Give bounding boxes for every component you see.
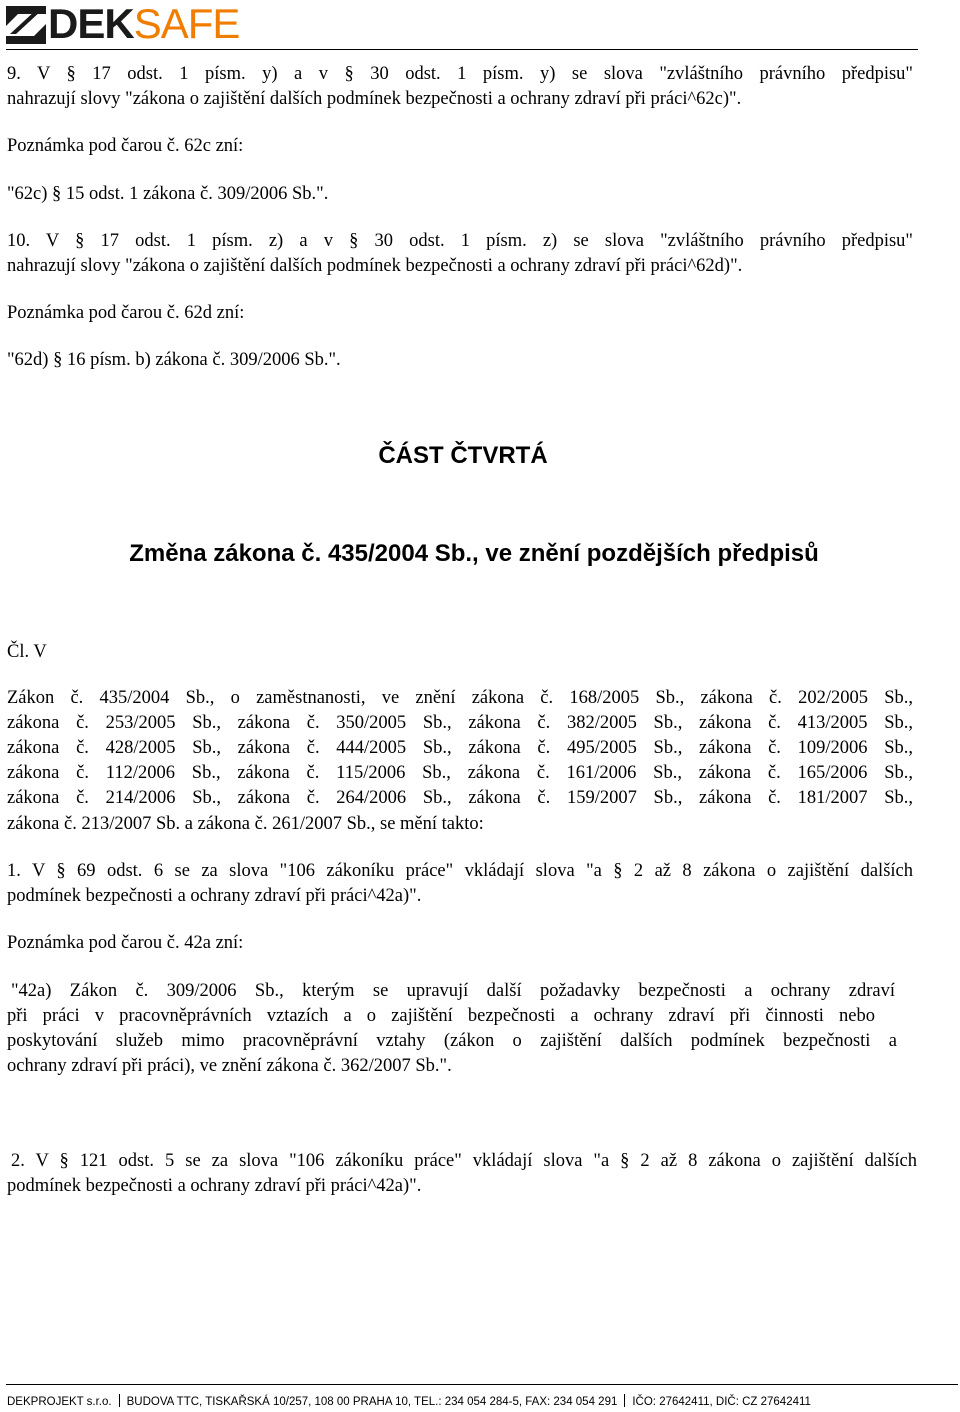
footnote-62d-intro: Poznámka pod čarou č. 62d zní: (7, 303, 245, 323)
article-intro-line: zákona č. 214/2006 Sb., zákona č. 264/2006 Sb., zákona č. 159/2007 Sb., zákona č. 181/2007 Sb., (7, 788, 913, 808)
footer-ico: IČO: 27642411, DIČ: CZ 27642411 (632, 1396, 811, 1408)
footnote-42a-line: poskytování služeb mimo pracovněprávní vztahy (zákon o zajištění dalších podmínek bezpečnosti a (7, 1031, 897, 1051)
footnote-42a-intro: Poznámka pod čarou č. 42a zní: (7, 933, 244, 953)
footnote-42a-last-line: ochrany zdraví při práci), ve znění zákona č. 362/2007 Sb.". (7, 1056, 452, 1076)
article-item-2-line-1: 2. V § 121 odst. 5 se za slova "106 zákoníku práce" vkládají slova "a § 2 až 8 zákona o zajištění dalších (11, 1151, 917, 1171)
dek-safe-logo (6, 2, 239, 46)
footnote-62d-text: "62d) § 16 písm. b) zákona č. 309/2006 Sb.". (7, 350, 341, 370)
item-10-line-2: nahrazují slovy "zákona o zajištění dalších podmínek bezpečnosti a ochrany zdraví při práci^62d)". (7, 256, 743, 276)
article-item-1-line-1: 1. V § 69 odst. 6 se za slova "106 zákoníku práce" vkládají slova "a § 2 až 8 zákona o zajištění dalších (7, 861, 913, 881)
footer-address: BUDOVA TTC, TISKAŘSKÁ 10/257, 108 00 PRAHA 10, TEL.: 234 054 284-5, FAX: 234 054 291 (126, 1396, 618, 1408)
article-intro-line: zákona č. 112/2006 Sb., zákona č. 115/2006 Sb., zákona č. 161/2006 Sb., zákona č. 165/2006 Sb., (7, 763, 913, 783)
item-9-line-2: nahrazují slovy "zákona o zajištění dalších podmínek bezpečnosti a ochrany zdraví při práci^62c)". (7, 89, 742, 109)
footer-separator (624, 1394, 625, 1407)
item-9-line-1: 9. V § 17 odst. 1 písm. y) a v § 30 odst. 1 písm. y) se slova "zvláštního právního předpisu" (7, 64, 913, 84)
footnote-62c-text: "62c) § 15 odst. 1 zákona č. 309/2006 Sb.". (7, 184, 329, 204)
article-intro-line: zákona č. 253/2005 Sb., zákona č. 350/2005 Sb., zákona č. 382/2005 Sb., zákona č. 413/2005 Sb., (7, 713, 913, 733)
part-title: ČÁST ČTVRTÁ (378, 442, 548, 469)
dek-logo-mark-icon (6, 4, 46, 44)
footer-divider (6, 1384, 958, 1385)
page-footer (7, 1394, 811, 1410)
footer-company: DEKPROJEKT s.r.o. (7, 1396, 112, 1408)
article-item-2-line-2: podmínek bezpečnosti a ochrany zdraví při práci^42a)". (7, 1176, 422, 1196)
footer-separator (119, 1394, 120, 1407)
header-divider (6, 49, 918, 50)
logo-text-dek: DEK (48, 0, 134, 47)
item-10-line-1: 10. V § 17 odst. 1 písm. z) a v § 30 odst. 1 písm. z) se slova "zvláštního právního předpisu" (7, 231, 913, 251)
article-item-1-line-2: podmínek bezpečnosti a ochrany zdraví při práci^42a)". (7, 886, 422, 906)
article-intro-line: Zákon č. 435/2004 Sb., o zaměstnanosti, ve znění zákona č. 168/2005 Sb., zákona č. 202/2005 Sb., (7, 688, 913, 708)
footnote-42a-line: "42a) Zákon č. 309/2006 Sb., kterým se upravují další požadavky bezpečnosti a ochrany zdraví (11, 981, 895, 1001)
article-intro-line: zákona č. 428/2005 Sb., zákona č. 444/2005 Sb., zákona č. 495/2005 Sb., zákona č. 109/2006 Sb., (7, 738, 913, 758)
article-heading: Čl. V (7, 642, 47, 662)
footnote-62c-intro: Poznámka pod čarou č. 62c zní: (7, 136, 244, 156)
logo-text-safe: SAFE (133, 0, 240, 47)
part-subtitle: Změna zákona č. 435/2004 Sb., ve znění pozdějších předpisů (129, 540, 819, 567)
article-intro-last-line: zákona č. 213/2007 Sb. a zákona č. 261/2007 Sb., se mění takto: (7, 814, 484, 834)
footnote-42a-line: při práci v pracovněprávních vztazích a o zajištění bezpečnosti a ochrany zdraví při činnosti nebo (7, 1006, 875, 1026)
